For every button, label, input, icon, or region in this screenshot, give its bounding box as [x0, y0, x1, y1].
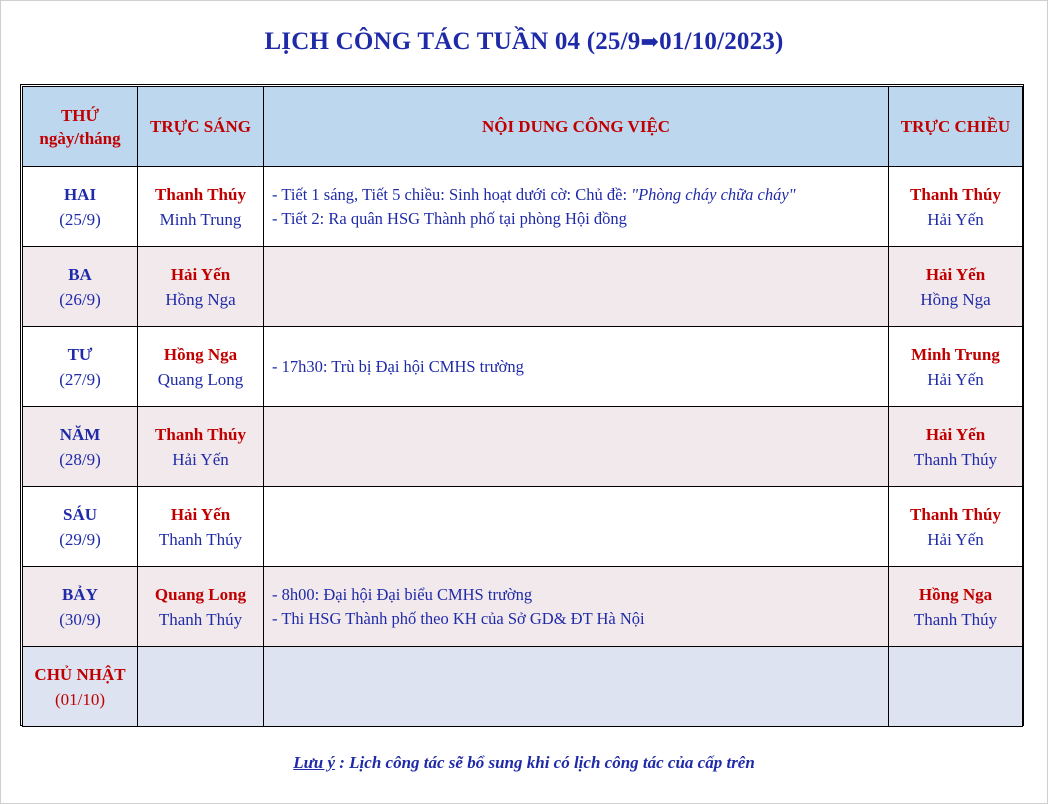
header-afternoon: TRỰC CHIỀU [889, 87, 1023, 167]
morning-duty-cell [138, 567, 264, 647]
afternoon-assistant: Hải Yến [927, 209, 984, 229]
morning-lead: Hải Yến [170, 504, 231, 524]
morning-duty-cell [138, 407, 264, 487]
day-cell [23, 407, 138, 487]
table-row [23, 167, 1023, 247]
afternoon-duty-cell [889, 647, 1023, 727]
page-title [0, 28, 1048, 56]
footnote-text: : Lịch công tác sẽ bổ sung khi có lịch công tác của cấp trên [335, 753, 755, 772]
content-cell [264, 487, 889, 567]
footnote-label: Lưu ý [293, 753, 336, 772]
day-date: (01/10) [54, 689, 106, 709]
table-row [23, 407, 1023, 487]
content-line [272, 183, 888, 207]
morning-assistant: Thanh Thúy [158, 529, 243, 549]
schedule-table-container [20, 84, 1024, 726]
afternoon-duty-cell [889, 167, 1023, 247]
afternoon-assistant: Thanh Thúy [913, 609, 998, 629]
morning-assistant: Hồng Nga [165, 289, 236, 309]
afternoon-duty-cell [889, 327, 1023, 407]
content-line-text: - Tiết 1 sáng, Tiết 5 chiều: Sinh hoạt dưới cờ: Chủ đề: [272, 184, 632, 204]
content-topic: "Phòng cháy chữa cháy" [631, 184, 796, 204]
morning-duty-cell [138, 167, 264, 247]
day-date: (30/9) [59, 609, 101, 629]
day-date: (29/9) [59, 529, 101, 549]
afternoon-lead: Thanh Thúy [910, 184, 1001, 204]
afternoon-lead: Hồng Nga [918, 584, 993, 604]
header-day-line1: THỨ [60, 105, 100, 125]
day-date: (26/9) [59, 289, 101, 309]
day-date: (28/9) [59, 449, 101, 469]
morning-duty-cell [138, 247, 264, 327]
header-row [23, 87, 1023, 167]
content-cell [264, 247, 889, 327]
morning-assistant: Minh Trung [159, 209, 242, 229]
day-name: BẢY [62, 584, 98, 604]
content-cell [264, 567, 889, 647]
table-row [23, 327, 1023, 407]
morning-duty-cell [138, 327, 264, 407]
day-name: BA [68, 264, 92, 284]
afternoon-duty-cell [889, 567, 1023, 647]
day-name: NĂM [59, 424, 101, 444]
content-cell [264, 167, 889, 247]
afternoon-duty-cell [889, 247, 1023, 327]
day-cell [23, 247, 138, 327]
afternoon-lead: Minh Trung [911, 344, 1000, 364]
morning-lead: Thanh Thúy [155, 424, 246, 444]
day-name: SÁU [62, 504, 97, 524]
day-name: HAI [63, 184, 97, 204]
header-day [23, 87, 138, 167]
day-name: TƯ [67, 344, 93, 364]
afternoon-lead: Hải Yến [925, 264, 986, 284]
morning-lead: Thanh Thúy [155, 184, 246, 204]
content-cell [264, 647, 889, 727]
day-cell [23, 167, 138, 247]
content-cell [264, 407, 889, 487]
day-name: CHỦ NHẬT [34, 664, 126, 684]
afternoon-lead: Thanh Thúy [910, 504, 1001, 524]
schedule-table [22, 86, 1023, 727]
right-arrow-icon: ➡ [640, 29, 660, 54]
content-line: - 17h30: Trù bị Đại hội CMHS trường [272, 356, 524, 376]
header-day-line2: ngày/tháng [39, 128, 121, 148]
morning-assistant: Thanh Thúy [158, 609, 243, 629]
table-row [23, 247, 1023, 327]
morning-lead: Hải Yến [170, 264, 231, 284]
afternoon-assistant: Hồng Nga [920, 289, 991, 309]
morning-assistant: Quang Long [157, 369, 244, 389]
day-cell [23, 647, 138, 727]
content-line: - 8h00: Đại hội Đại biểu CMHS trường [272, 584, 533, 604]
afternoon-assistant: Hải Yến [927, 529, 984, 549]
day-cell [23, 567, 138, 647]
morning-lead: Quang Long [154, 584, 247, 604]
header-morning: TRỰC SÁNG [138, 87, 264, 167]
day-date: (25/9) [59, 209, 101, 229]
content-cell [264, 327, 889, 407]
title-text-end: 01/10/2023) [659, 28, 784, 55]
afternoon-assistant: Hải Yến [927, 369, 984, 389]
afternoon-assistant: Thanh Thúy [913, 449, 998, 469]
footnote [0, 753, 1048, 773]
morning-assistant: Hải Yến [172, 449, 229, 469]
afternoon-duty-cell [889, 487, 1023, 567]
afternoon-lead: Hải Yến [925, 424, 986, 444]
table-row [23, 567, 1023, 647]
header-content: NỘI DUNG CÔNG VIỆC [264, 87, 889, 167]
content-line: - Tiết 2: Ra quân HSG Thành phố tại phòng Hội đồng [272, 208, 627, 228]
title-text-start: LỊCH CÔNG TÁC TUẦN 04 (25/9 [264, 28, 641, 55]
day-cell [23, 487, 138, 567]
morning-duty-cell [138, 647, 264, 727]
morning-lead: Hồng Nga [163, 344, 238, 364]
day-date: (27/9) [59, 369, 101, 389]
content-line: - Thi HSG Thành phố theo KH của Sở GD& ĐT Hà Nội [272, 608, 645, 628]
table-row [23, 647, 1023, 727]
table-row [23, 487, 1023, 567]
day-cell [23, 327, 138, 407]
morning-duty-cell [138, 487, 264, 567]
afternoon-duty-cell [889, 407, 1023, 487]
